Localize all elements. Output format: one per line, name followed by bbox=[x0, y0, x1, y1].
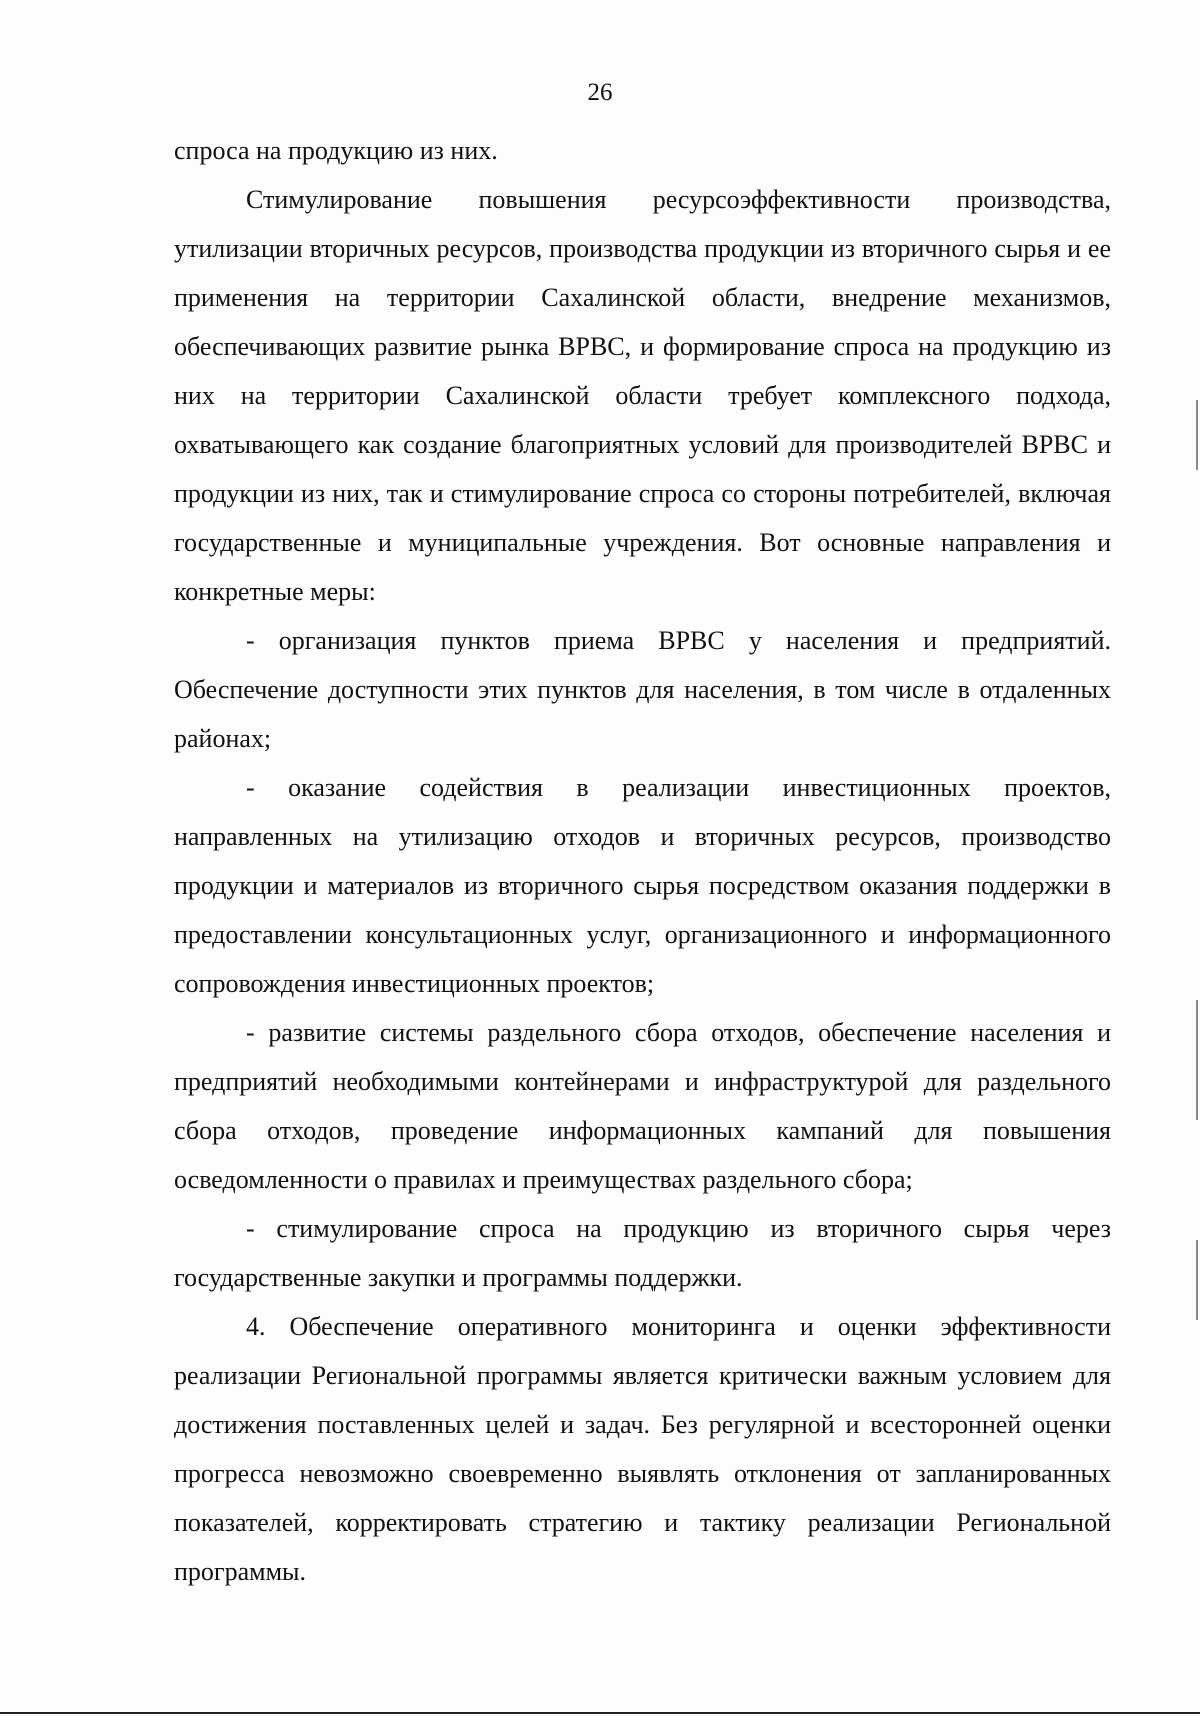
page-number: 26 bbox=[587, 79, 613, 106]
paragraph-continuation: спроса на продукцию из них. bbox=[174, 136, 498, 165]
list-item-investment-support: - оказание содействия в реализации инвестиционных проектов, направленных на утилизацию отходов и вторичных ресурсов, производство продукции и материалов из вторичного сырья посредством оказания поддержки в предоставлении консультационных услуг, организационного и информационного сопровождения инвестиционных проектов; bbox=[174, 773, 1111, 998]
paragraph-intro: Стимулирование повышения ресурсоэффективности производства, утилизации вторичных ресурсов, производства продукции из вторичного сырья и ее применения на территории Сахалинской области, внедрение механизмов, обеспечивающих развитие рынка ВРВС, и формирование спроса на продукцию из них на территории Сахалинской области требует комплексного подхода, охватывающего как создание благоприятных условий для производителей ВРВС и продукции из них, так и стимулирование спроса со стороны потребителей, включая государственные и муниципальные учреждения. Вот основные направления и конкретные меры: bbox=[174, 185, 1111, 606]
scan-bottom-edge bbox=[0, 1712, 1200, 1714]
list-item-separate-collection: - развитие системы раздельного сбора отходов, обеспечение населения и предприятий необходимыми контейнерами и инфраструктурой для раздельного сбора отходов, проведение информационных кампаний для повышения осведомленности о правилах и преимуществах раздельного сбора; bbox=[174, 1018, 1111, 1194]
scan-artifact bbox=[1196, 1240, 1198, 1320]
list-item-collection-points: - организация пунктов приема ВРВС у населения и предприятий. Обеспечение доступности этих пунктов для населения, в том числе в отдаленных районах; bbox=[174, 626, 1111, 753]
scan-artifact bbox=[1196, 400, 1198, 470]
paragraph-monitoring: 4. Обеспечение оперативного мониторинга и оценки эффективности реализации Региональной программы является критически важным условием для достижения поставленных целей и задач. Без регулярной и всесторонней оценки прогресса невозможно своевременно выявлять отклонения от запланированных показателей, корректировать стратегию и тактику реализации Региональной программы. bbox=[174, 1312, 1111, 1586]
body-text bbox=[174, 126, 1111, 1596]
scan-artifact bbox=[1196, 1000, 1198, 1120]
list-item-demand-stimulation: - стимулирование спроса на продукцию из вторичного сырья через государственные закупки и программы поддержки. bbox=[174, 1214, 1111, 1292]
